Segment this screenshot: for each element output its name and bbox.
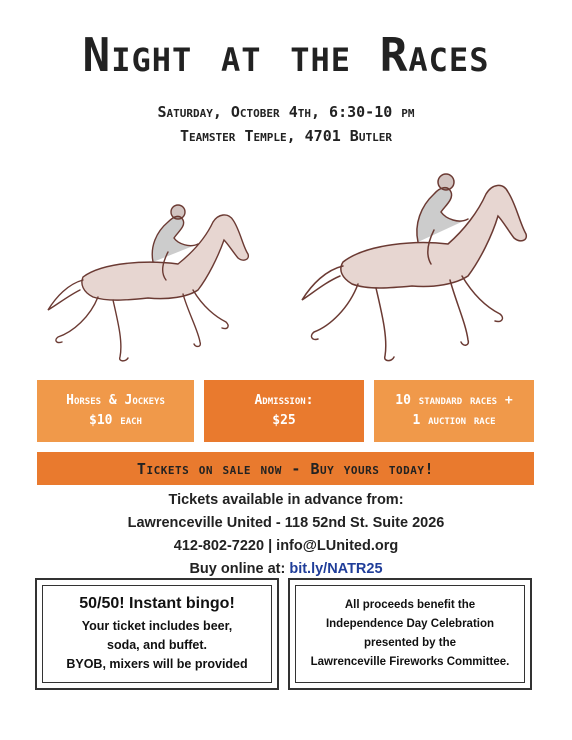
buy-online-link[interactable]: bit.ly/NATR25 (289, 561, 383, 577)
event-title: Night at the Races (82, 28, 490, 82)
bingo-line-1: Your ticket includes beer, (81, 618, 233, 633)
buy-online-line (0, 561, 572, 577)
admission-price: $25 (272, 413, 296, 428)
races-info-box (374, 380, 534, 442)
standard-races-label: 10 standard races + (395, 393, 513, 408)
admission-label: Admission: (254, 393, 314, 408)
org-address: Lawrenceville United - 118 52nd St. Suite 2026 (127, 515, 445, 531)
racehorse-sketch-icon (288, 152, 530, 367)
proceeds-line-1: All proceeds benefit the (344, 599, 476, 611)
event-venue: Teamster Temple, 4701 Butler (180, 127, 392, 145)
horses-jockeys-label: Horses & Jockeys (66, 393, 165, 408)
proceeds-line-2: Independence Day Celebration (325, 618, 495, 630)
proceeds-line-4: Lawrenceville Fireworks Committee. (310, 656, 510, 668)
proceeds-line-3: presented by the (363, 637, 457, 649)
bingo-line-3: BYOB, mixers will be provided (66, 656, 248, 671)
bingo-line-2: soda, and buffet. (107, 637, 207, 652)
auction-race-label: 1 auction race (412, 413, 496, 428)
admission-price-box (204, 380, 364, 442)
tickets-intro: Tickets available in advance from: (168, 492, 404, 508)
bingo-headline: 50/50! Instant bingo! (79, 594, 235, 612)
horses-jockeys-price: $10 each (89, 413, 142, 428)
horses-jockeys-price-box (37, 380, 194, 442)
racehorse-sketch-icon (28, 192, 258, 367)
buy-online-label: Buy online at: (189, 561, 290, 577)
event-date: Saturday, October 4th, 6:30-10 pm (157, 103, 415, 121)
proceeds-info-box (288, 578, 532, 690)
tickets-on-sale-banner: Tickets on sale now - Buy yours today! (37, 452, 534, 485)
phone-email: 412-802-7220 | info@LUnited.org (173, 538, 399, 554)
bingo-info-box (35, 578, 279, 690)
